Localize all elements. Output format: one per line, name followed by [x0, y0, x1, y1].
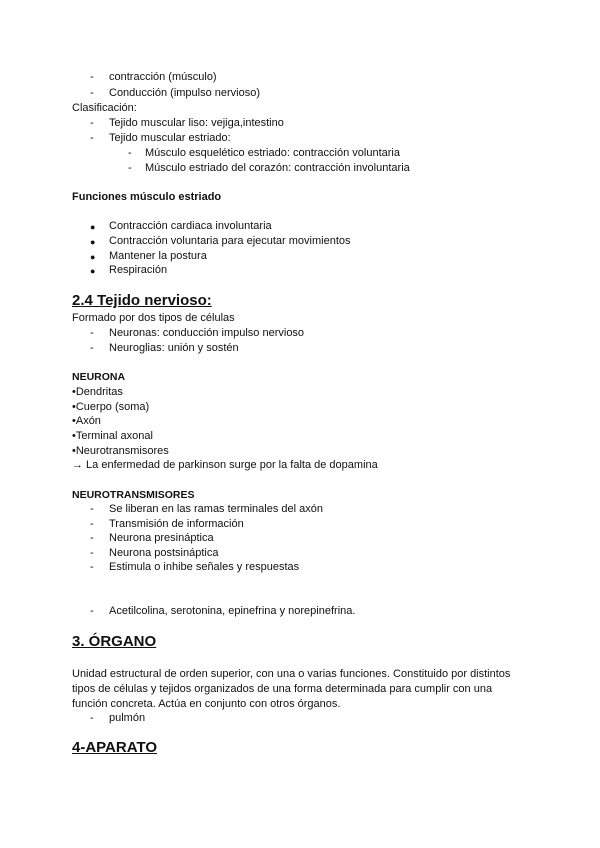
dash-bullet: -: [90, 503, 94, 515]
round-bullet: ●: [90, 222, 96, 232]
tejido-intro: Formado por dos tipos de células: [72, 312, 235, 324]
list-item: Conducción (impulso nervioso): [109, 87, 261, 99]
list-item: •Axón: [72, 415, 101, 427]
section-heading-tejido-nervioso: 2.4 Tejido nervioso:: [72, 292, 212, 309]
list-item: Acetilcolina, serotonina, epinefrina y norepinefrina.: [109, 605, 356, 617]
section-heading-organo: 3. ÓRGANO: [72, 633, 157, 650]
neurona-note: → La enfermedad de parkinson surge por la falta de dopamina: [72, 459, 378, 471]
round-bullet: ●: [90, 252, 96, 262]
dash-bullet: -: [128, 162, 132, 174]
paragraph-line: Unidad estructural de orden superior, con una o varias funciones. Constituido por distintos: [72, 668, 511, 680]
round-bullet: ●: [90, 237, 96, 247]
list-item: Contracción voluntaria para ejecutar movimientos: [109, 235, 351, 247]
dash-bullet: -: [90, 71, 94, 83]
organo-paragraph: [72, 667, 532, 712]
dash-bullet: -: [90, 605, 94, 617]
round-bullet: ●: [90, 266, 96, 276]
funciones-heading: Funciones músculo estriado: [72, 191, 222, 203]
list-item: Contracción cardiaca involuntaria: [109, 220, 272, 232]
clasificacion-label: Clasificación:: [72, 102, 137, 114]
section-heading-aparato: 4-APARATO: [72, 739, 158, 756]
list-item: Mantener la postura: [109, 250, 207, 262]
list-item: Transmisión de información: [109, 518, 244, 530]
paragraph-line: tipos de células y tejidos organizados de una forma determinada para cumplir con una: [72, 683, 493, 695]
dash-bullet: -: [128, 147, 132, 159]
dash-bullet: -: [90, 561, 94, 573]
list-item: Neurona postsináptica: [109, 547, 219, 559]
list-item: •Cuerpo (soma): [72, 401, 150, 413]
dash-bullet: -: [90, 547, 94, 559]
list-subitem: Músculo esquelético estriado: contracción voluntaria: [145, 147, 400, 159]
list-item: Se liberan en las ramas terminales del axón: [109, 503, 324, 515]
list-item: Neuronas: conducción impulso nervioso: [109, 327, 305, 339]
dash-bullet: -: [90, 327, 94, 339]
list-item: Estimula o inhibe señales y respuestas: [109, 561, 300, 573]
list-item: Tejido muscular estriado:: [109, 132, 231, 144]
list-item: Tejido muscular liso: vejiga,intestino: [109, 117, 284, 129]
list-item: •Dendritas: [72, 386, 123, 398]
dash-bullet: -: [90, 518, 94, 530]
paragraph-line: función concreta. Actúa en conjunto con otros órganos.: [72, 698, 341, 710]
neurona-heading: NEURONA: [72, 371, 126, 383]
dash-bullet: -: [90, 712, 94, 724]
dash-bullet: -: [90, 117, 94, 129]
dash-bullet: -: [90, 532, 94, 544]
list-item: contracción (músculo): [109, 71, 217, 83]
list-subitem: Músculo estriado del corazón: contracción involuntaria: [145, 162, 410, 174]
dash-bullet: -: [90, 342, 94, 354]
dash-bullet: -: [90, 87, 94, 99]
list-item: Respiración: [109, 264, 168, 276]
list-item: Neuroglias: unión y sostén: [109, 342, 239, 354]
list-item: •Neurotransmisores: [72, 445, 169, 457]
list-item: •Terminal axonal: [72, 430, 153, 442]
dash-bullet: -: [90, 132, 94, 144]
list-item: Neurona presináptica: [109, 532, 214, 544]
neurotransmisores-heading: NEUROTRANSMISORES: [72, 489, 195, 501]
list-item: pulmón: [109, 712, 146, 724]
